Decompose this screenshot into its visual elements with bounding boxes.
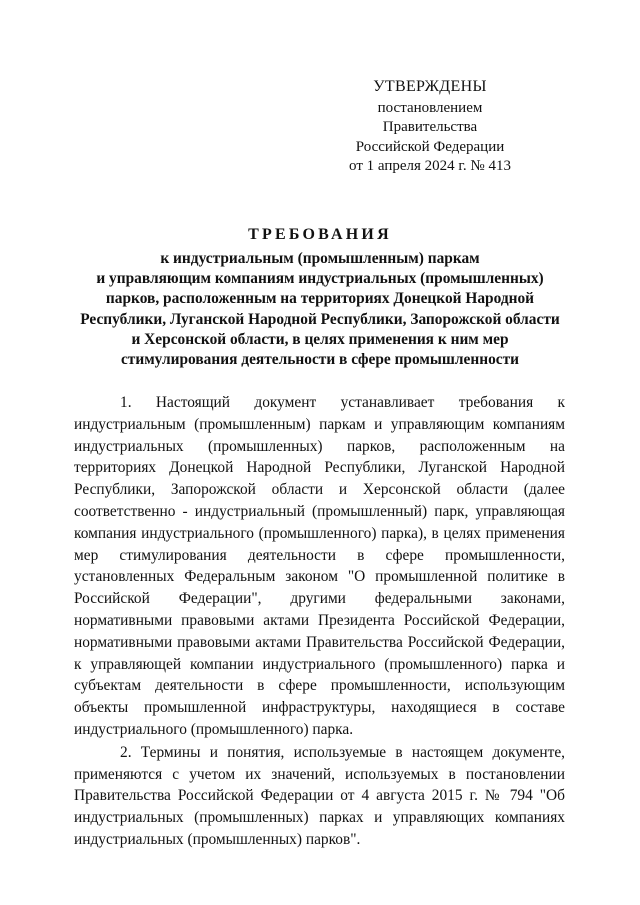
subtitle-line: и Херсонской области, в целях применения к ним мер	[131, 330, 509, 348]
subtitle-line: парков, расположенным на территориях Донецкой Народной	[105, 290, 535, 308]
approval-stamp	[330, 77, 530, 177]
paragraph: 2. Термины и понятия, используемые в настоящем документе, применяются с учетом их значений, используемых в постановлении Правительства Российской Федерации от 4 августа 2015 г. № 794 "Об индустриальных (промышленных) парках и управляющих компаниях индустриальных (промышленных) парков".	[74, 743, 565, 848]
approval-line: от 1 апреля 2024 г. № 413	[349, 158, 511, 174]
subtitle-line: Республики, Луганской Народной Республики, Запорожской области	[80, 310, 560, 328]
paragraph: 1. Настоящий документ устанавливает требования к индустриальным (промышленным) паркам и управляющим компаниям индустриальных (промышленных) парков, расположенным на территориях Донецкой Народной Республики, Луганской Народной Республики, Запорожской области и Херсонской области (далее соответственно - индустриальный (промышленный) парк, управляющая компания индустриального (промышленного) парка), в целях применения мер стимулирования деятельности в сфере промышленности, установленных Федеральным законом "О промышленной политике в Российской Федерации", другими федеральными законами, нормативными правовыми актами Президента Российской Федерации, нормативными правовыми актами Правительства Российской Федерации, к управляющей компании индустриального (промышленного) парка и субъектам деятельности в сфере промышленности, использующим объекты промышленной инфраструктуры, находящиеся в составе индустриального (промышленного) парка.	[74, 394, 565, 738]
approval-line: Российской Федерации	[355, 138, 505, 155]
subtitle-line: к индустриальным (промышленным) паркам	[160, 250, 480, 267]
document-subtitle	[60, 249, 580, 370]
subtitle-line: стимулирования деятельности в сфере промышленности	[120, 351, 520, 369]
subtitle-line: и управляющим компаниям индустриальных (промышленных)	[96, 270, 544, 288]
approval-heading: УТВЕРЖДЕНЫ	[373, 78, 487, 95]
document-title: ТРЕБОВАНИЯ	[248, 226, 392, 243]
approval-line: постановлением Правительства	[377, 99, 483, 135]
document-body	[74, 392, 565, 851]
